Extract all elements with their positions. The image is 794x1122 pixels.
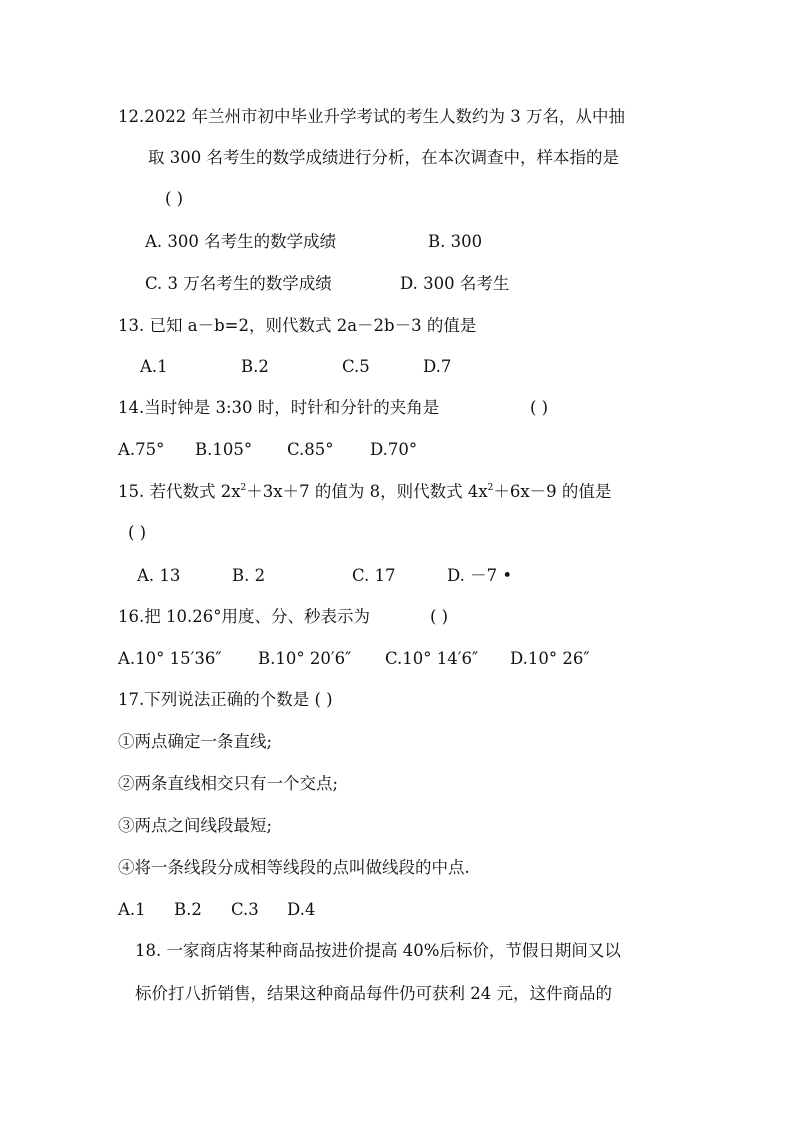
q16-stem: 16.把 10.26°用度、分、秒表示为: [118, 607, 370, 626]
q15-option-a: A. 13: [137, 566, 181, 585]
q17-statement-4: ④将一条线段分成相等线段的点叫做线段的中点.: [118, 858, 470, 877]
q12-option-c: C. 3 万名考生的数学成绩: [145, 274, 332, 293]
q12-option-a: A. 300 名考生的数学成绩: [145, 232, 337, 251]
q15-answer-bracket: ( ): [128, 523, 147, 542]
q17-stem: 17.下列说法正确的个数是 ( ): [118, 690, 333, 709]
q14-option-d: D.70°: [370, 440, 418, 459]
q14-option-c: C.85°: [287, 440, 334, 459]
q16-option-d: D.10° 26″: [510, 649, 590, 668]
q17-statement-1: ①两点确定一条直线;: [118, 732, 273, 751]
q14-answer-bracket: ( ): [530, 398, 549, 417]
q14-option-b: B.105°: [195, 440, 253, 459]
q16-option-a: A.10° 15′36″: [118, 649, 222, 668]
q12-answer-bracket: ( ): [165, 189, 184, 208]
q13-stem: 13. 已知 a－b=2，则代数式 2a－2b－3 的值是: [118, 316, 477, 335]
q17-option-d: D.4: [287, 900, 316, 919]
q17-statement-2: ②两条直线相交只有一个交点;: [118, 774, 339, 793]
q12-option-d: D. 300 名考生: [400, 274, 510, 293]
q14-stem: 14.当时钟是 3:30 时，时针和分针的夹角是: [118, 398, 440, 417]
q16-option-c: C.10° 14′6″: [385, 649, 479, 668]
q12-line-1: 12.2022 年兰州市初中毕业升学考试的考生人数约为 3 万名，从中抽: [118, 107, 625, 126]
q15-stem-part-1: 15. 若代数式 2x: [118, 482, 241, 501]
q15-option-c: C. 17: [352, 566, 396, 585]
q15-stem: [118, 481, 611, 503]
q13-option-c: C.5: [342, 357, 370, 376]
q15-option-d: D. －7 •: [447, 566, 513, 585]
q16-answer-bracket: ( ): [430, 607, 449, 626]
q13-option-d: D.7: [423, 357, 452, 376]
q17-statement-3: ③两点之间线段最短;: [118, 816, 273, 835]
q13-option-a: A.1: [140, 357, 168, 376]
q13-option-b: B.2: [241, 357, 269, 376]
q18-line-2: 标价打八折销售，结果这种商品每件仍可获利 24 元，这件商品的: [135, 984, 612, 1003]
q18-line-1: 18. 一家商店将某种商品按进价提高 40%后标价，节假日期间又以: [135, 941, 621, 960]
q12-option-b: B. 300: [428, 232, 483, 251]
q15-exponent-2: 2: [487, 483, 494, 493]
q14-option-a: A.75°: [118, 440, 165, 459]
q15-exponent-1: 2: [240, 483, 247, 493]
q17-option-c: C.3: [231, 900, 259, 919]
q17-option-a: A.1: [118, 900, 146, 919]
q12-line-2: 取 300 名考生的数学成绩进行分析，在本次调查中，样本指的是: [148, 148, 619, 167]
q15-stem-part-2: ＋3x＋7 的值为 8，则代数式 4x: [246, 482, 488, 501]
q17-option-b: B.2: [174, 900, 202, 919]
q15-stem-part-3: ＋6x－9 的值是: [493, 482, 612, 501]
q16-option-b: B.10° 20′6″: [258, 649, 352, 668]
q15-option-b: B. 2: [232, 566, 266, 585]
